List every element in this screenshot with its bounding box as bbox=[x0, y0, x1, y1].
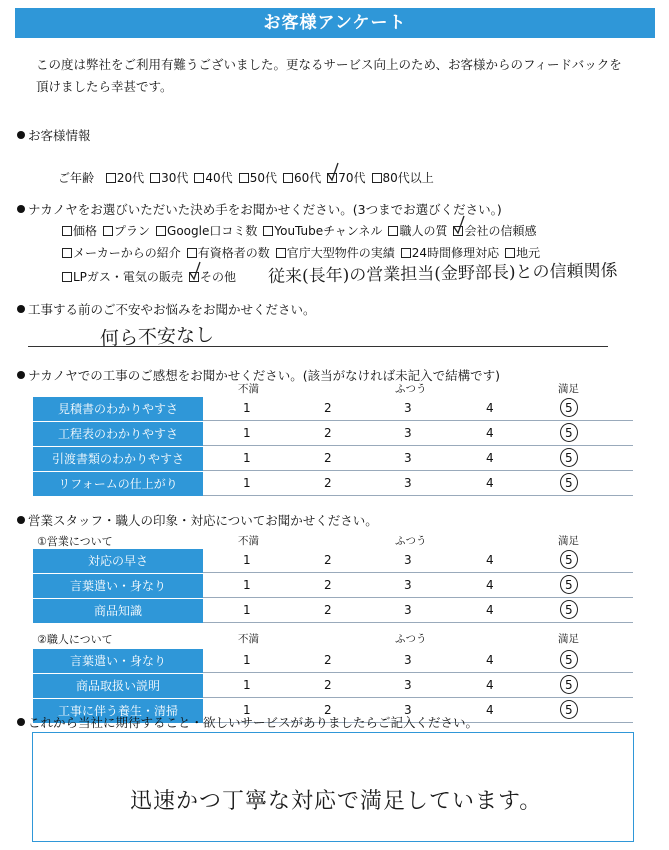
option-label: 地元 bbox=[516, 246, 541, 260]
option-label: 20代 bbox=[116, 171, 145, 185]
checkbox[interactable] bbox=[263, 226, 273, 236]
bullet-icon bbox=[17, 718, 25, 726]
section-reason bbox=[17, 200, 502, 218]
option-label: 80代以上 bbox=[382, 171, 434, 185]
option-item[interactable] bbox=[453, 222, 536, 239]
selected-rating-circle bbox=[560, 398, 578, 417]
rating-option-4[interactable]: 4 bbox=[486, 703, 494, 717]
rating-option-5[interactable]: 5 bbox=[565, 678, 573, 692]
rating-row-label: 見積書のわかりやすさ bbox=[33, 397, 203, 421]
worry-answer: 何ら不安なし bbox=[99, 324, 215, 350]
checkbox[interactable] bbox=[62, 248, 72, 258]
other-reason-text: 従来(長年)の営業担当(金野部長)との信頼関係 bbox=[267, 260, 618, 288]
checkbox-checked[interactable] bbox=[189, 272, 199, 282]
rating-option-5[interactable]: 5 bbox=[565, 426, 573, 440]
option-item[interactable] bbox=[239, 169, 277, 186]
rating-row-label: 商品知識 bbox=[33, 599, 203, 623]
rating-cells bbox=[203, 472, 633, 496]
rating-row-label: 工程表のわかりやすさ bbox=[33, 422, 203, 446]
reason-row-3 bbox=[62, 268, 242, 285]
rating-option-4[interactable]: 4 bbox=[486, 426, 494, 440]
worry-underline bbox=[28, 346, 608, 347]
rating-cells bbox=[203, 397, 633, 421]
rating-option-3[interactable]: 3 bbox=[404, 476, 412, 490]
option-label: その他 bbox=[199, 270, 236, 284]
checkbox[interactable] bbox=[106, 173, 116, 183]
scale-low: 不満 bbox=[238, 383, 259, 395]
rating-option-5[interactable]: 5 bbox=[565, 578, 573, 592]
sales-table bbox=[33, 549, 633, 624]
rating-row-label: 工事に伴う養生・清掃 bbox=[33, 699, 203, 723]
rating-option-2[interactable]: 2 bbox=[324, 578, 332, 592]
rating-option-1[interactable]: 1 bbox=[243, 451, 251, 465]
rating-row bbox=[33, 649, 633, 674]
rating-option-4[interactable]: 4 bbox=[486, 653, 494, 667]
option-item[interactable] bbox=[62, 222, 97, 239]
rating-option-1[interactable]: 1 bbox=[243, 426, 251, 440]
checkbox[interactable] bbox=[62, 226, 72, 236]
section-worry bbox=[17, 300, 316, 318]
checkbox-checked[interactable] bbox=[453, 226, 463, 236]
reason-row-1 bbox=[62, 222, 542, 239]
rating-cells bbox=[203, 599, 633, 623]
selected-rating-circle bbox=[560, 650, 578, 669]
bullet-icon bbox=[17, 516, 25, 524]
section-heading: 営業スタッフ・職人の印象・対応についてお聞かせください。 bbox=[28, 513, 378, 528]
rating-row-label: 言葉遣い・身なり bbox=[33, 649, 203, 673]
rating-row-label: 引渡書類のわかりやすさ bbox=[33, 447, 203, 471]
rating-option-3[interactable]: 3 bbox=[404, 553, 412, 567]
selected-rating-circle bbox=[560, 700, 578, 719]
rating-row bbox=[33, 574, 633, 599]
rating-option-2[interactable]: 2 bbox=[324, 401, 332, 415]
scale-mid: ふつう bbox=[395, 383, 427, 395]
intro-line-2: 頂けましたら幸甚です。 bbox=[36, 79, 173, 94]
bullet-icon bbox=[17, 205, 25, 213]
checkbox[interactable] bbox=[505, 248, 515, 258]
checkbox[interactable] bbox=[372, 173, 382, 183]
rating-cells bbox=[203, 422, 633, 446]
rating-option-3[interactable]: 3 bbox=[404, 678, 412, 692]
checkbox[interactable] bbox=[276, 248, 286, 258]
rating-option-2[interactable]: 2 bbox=[324, 451, 332, 465]
rating-option-5[interactable]: 5 bbox=[565, 401, 573, 415]
checkbox[interactable] bbox=[150, 173, 160, 183]
rating-option-1[interactable]: 1 bbox=[243, 476, 251, 490]
rating-row bbox=[33, 674, 633, 699]
rating-option-3[interactable]: 3 bbox=[404, 451, 412, 465]
intro-line-1: この度は弊社をご利用有難うございました。更なるサービス向上のため、お客様からのフィードバックを bbox=[36, 57, 622, 72]
rating-option-3[interactable]: 3 bbox=[404, 603, 412, 617]
scale-high: 満足 bbox=[558, 383, 579, 395]
selected-rating-circle bbox=[560, 675, 578, 694]
rating-option-5[interactable]: 5 bbox=[565, 451, 573, 465]
checkbox[interactable] bbox=[187, 248, 197, 258]
rating-option-3[interactable]: 3 bbox=[404, 426, 412, 440]
rating-row bbox=[33, 599, 633, 624]
rating-option-1[interactable]: 1 bbox=[243, 603, 251, 617]
checkbox[interactable] bbox=[103, 226, 113, 236]
rating-option-1[interactable]: 1 bbox=[243, 401, 251, 415]
checkbox-checked[interactable] bbox=[327, 173, 337, 183]
rating-row-label: リフォームの仕上がり bbox=[33, 472, 203, 496]
option-item[interactable] bbox=[150, 169, 188, 186]
checkbox[interactable] bbox=[194, 173, 204, 183]
option-label: YouTubeチャンネル bbox=[274, 224, 383, 238]
checkbox[interactable] bbox=[401, 248, 411, 258]
rating-row bbox=[33, 397, 633, 422]
option-item[interactable] bbox=[372, 169, 434, 186]
option-label: 60代 bbox=[293, 171, 322, 185]
bullet-icon bbox=[17, 131, 25, 139]
rating-cells bbox=[203, 674, 633, 698]
rating-row bbox=[33, 422, 633, 447]
bullet-icon bbox=[17, 305, 25, 313]
rating-option-2[interactable]: 2 bbox=[324, 703, 332, 717]
rating-row bbox=[33, 549, 633, 574]
option-label: メーカーからの紹介 bbox=[73, 246, 181, 260]
option-item[interactable] bbox=[156, 222, 257, 239]
option-item[interactable] bbox=[263, 222, 382, 239]
selected-rating-circle bbox=[560, 600, 578, 619]
selected-rating-circle bbox=[560, 550, 578, 569]
rating-option-5[interactable]: 5 bbox=[565, 653, 573, 667]
section-expect bbox=[17, 713, 478, 731]
rating-option-3[interactable]: 3 bbox=[404, 401, 412, 415]
intro-text bbox=[36, 54, 646, 98]
rating-option-1[interactable]: 1 bbox=[243, 578, 251, 592]
rating-option-5[interactable]: 5 bbox=[565, 553, 573, 567]
option-item[interactable] bbox=[194, 169, 232, 186]
rating-option-3[interactable]: 3 bbox=[404, 578, 412, 592]
section-heading: ナカノヤでの工事のご感想をお聞かせください。(該当がなければ未記入で結構です) bbox=[28, 368, 501, 383]
expect-answer: 迅速かつ丁寧な対応で満足しています。 bbox=[130, 789, 543, 814]
option-item[interactable] bbox=[276, 244, 395, 261]
option-label: 50代 bbox=[249, 171, 277, 185]
option-item[interactable] bbox=[283, 169, 321, 186]
rating-option-3[interactable]: 3 bbox=[404, 653, 412, 667]
option-item[interactable] bbox=[187, 244, 270, 261]
option-label: 官庁大型物件の実績 bbox=[286, 246, 395, 260]
checkbox[interactable] bbox=[62, 272, 72, 282]
rating-option-2[interactable]: 2 bbox=[324, 553, 332, 567]
rating-cells bbox=[203, 574, 633, 598]
option-label: 有資格者の数 bbox=[197, 246, 270, 260]
rating-option-2[interactable]: 2 bbox=[324, 603, 332, 617]
rating-row-label: 言葉遣い・身なり bbox=[33, 574, 203, 598]
option-item[interactable] bbox=[106, 169, 144, 186]
scale-mid: ふつう bbox=[395, 633, 427, 645]
option-item[interactable] bbox=[189, 268, 236, 285]
rating-option-1[interactable]: 1 bbox=[243, 678, 251, 692]
rating-option-4[interactable]: 4 bbox=[486, 401, 494, 415]
checkbox[interactable] bbox=[388, 226, 398, 236]
section-customer-info bbox=[17, 126, 91, 144]
section-heading: 工事する前のご不安やお悩みをお聞かせください。 bbox=[28, 302, 316, 317]
rating-row bbox=[33, 447, 633, 472]
rating-option-5[interactable]: 5 bbox=[565, 603, 573, 617]
rating-option-2[interactable]: 2 bbox=[324, 476, 332, 490]
checkbox[interactable] bbox=[156, 226, 166, 236]
rating-option-1[interactable]: 1 bbox=[243, 703, 251, 717]
rating-cells bbox=[203, 447, 633, 471]
rating-row-label: 対応の早さ bbox=[33, 549, 203, 573]
rating-option-5[interactable]: 5 bbox=[565, 703, 573, 717]
section-heading: これから当社に期待すること・欲しいサービスがありましたらご記入ください。 bbox=[28, 715, 479, 730]
checkbox[interactable] bbox=[283, 173, 293, 183]
option-label: 24時間修理対応 bbox=[411, 246, 500, 260]
rating-cells bbox=[203, 649, 633, 673]
option-label: 40代 bbox=[205, 171, 233, 185]
option-item[interactable] bbox=[62, 268, 183, 285]
sales-label: ①営業について bbox=[37, 535, 113, 548]
option-item[interactable] bbox=[62, 244, 181, 261]
scale-low: 不満 bbox=[238, 535, 259, 547]
rating-option-2[interactable]: 2 bbox=[324, 426, 332, 440]
checkbox[interactable] bbox=[239, 173, 249, 183]
option-label: 70代 bbox=[338, 171, 366, 185]
option-item[interactable] bbox=[103, 222, 150, 239]
scale-high: 満足 bbox=[558, 535, 579, 547]
survey-title: お客様アンケート bbox=[15, 8, 655, 38]
rating-option-4[interactable]: 4 bbox=[486, 553, 494, 567]
age-row bbox=[58, 169, 440, 186]
rating-option-4[interactable]: 4 bbox=[486, 476, 494, 490]
rating-option-4[interactable]: 4 bbox=[486, 603, 494, 617]
option-item[interactable] bbox=[327, 169, 365, 186]
option-label: 価格 bbox=[73, 224, 98, 238]
craft-label: ②職人について bbox=[37, 633, 113, 646]
rating-row-label: 商品取扱い説明 bbox=[33, 674, 203, 698]
bullet-icon bbox=[17, 371, 25, 379]
rating-option-3[interactable]: 3 bbox=[404, 703, 412, 717]
selected-rating-circle bbox=[560, 423, 578, 442]
option-label: 30代 bbox=[161, 171, 189, 185]
scale-high: 満足 bbox=[558, 633, 579, 645]
rating-option-4[interactable]: 4 bbox=[486, 451, 494, 465]
option-label: 職人の質 bbox=[399, 224, 448, 238]
rating-option-1[interactable]: 1 bbox=[243, 553, 251, 567]
rating-option-5[interactable]: 5 bbox=[565, 476, 573, 490]
option-label: プラン bbox=[114, 224, 151, 238]
rating-row bbox=[33, 472, 633, 497]
section-heading: お客様情報 bbox=[28, 128, 91, 143]
rating-option-2[interactable]: 2 bbox=[324, 678, 332, 692]
selected-rating-circle bbox=[560, 575, 578, 594]
rating-option-4[interactable]: 4 bbox=[486, 578, 494, 592]
option-item[interactable] bbox=[388, 222, 447, 239]
option-label: 会社の信頼感 bbox=[464, 224, 537, 238]
section-staff bbox=[17, 511, 378, 529]
selected-rating-circle bbox=[560, 448, 578, 467]
rating-cells bbox=[203, 549, 633, 573]
rating-option-4[interactable]: 4 bbox=[486, 678, 494, 692]
rating-option-2[interactable]: 2 bbox=[324, 653, 332, 667]
scale-mid: ふつう bbox=[395, 535, 427, 547]
age-label: ご年齢 bbox=[58, 171, 95, 185]
impression-table bbox=[33, 397, 633, 497]
section-heading: ナカノヤをお選びいただいた決め手をお聞かせください。(3つまでお選びください。) bbox=[28, 202, 502, 217]
selected-rating-circle bbox=[560, 473, 578, 492]
option-label: LPガス・電気の販売 bbox=[73, 270, 183, 284]
scale-low: 不満 bbox=[238, 633, 259, 645]
option-label: Google口コミ数 bbox=[167, 224, 258, 238]
rating-option-1[interactable]: 1 bbox=[243, 653, 251, 667]
